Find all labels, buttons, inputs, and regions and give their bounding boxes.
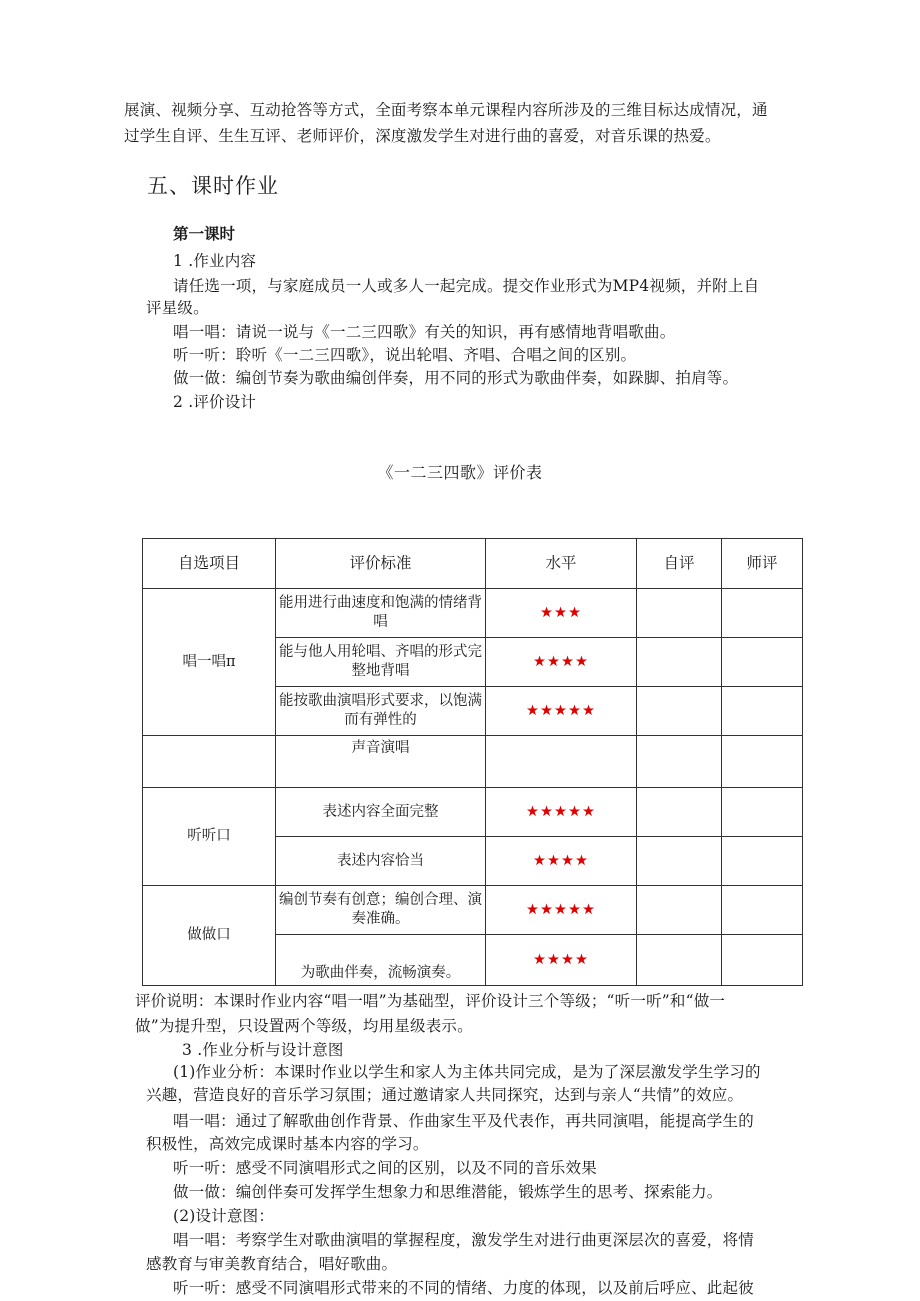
intent-sing-line-2: 感教育与审美教育结合，唱好歌曲。 — [146, 1255, 398, 1273]
self-eval-cell — [637, 935, 722, 986]
criterion-cell: 表述内容恰当 — [276, 837, 486, 886]
lesson-title: 第一课时 — [173, 225, 236, 243]
group-sing: 唱一唱π — [143, 589, 276, 736]
teacher-eval-cell — [722, 736, 803, 788]
para-1-line-1: 请任选一项，与家庭成员一人或多人一起完成。提交作业形式为MP4视频，并附上自 — [173, 277, 760, 295]
self-eval-cell — [637, 788, 722, 837]
stars-cell: ★★★★ — [486, 837, 637, 886]
table-row — [143, 886, 803, 935]
teacher-eval-cell — [722, 589, 803, 638]
teacher-eval-cell — [722, 687, 803, 736]
teacher-eval-cell — [722, 788, 803, 837]
stars-cell: ★★★★★ — [486, 788, 637, 837]
eval-note-line-1: 评价说明：本课时作业内容“唱一唱”为基础型，评价设计三个等级；“听一听”和“做一 — [135, 992, 726, 1010]
header-teacher-eval: 师评 — [722, 539, 803, 589]
eval-note-line-2: 做”为提升型，只设置两个等级，均用星级表示。 — [135, 1017, 473, 1035]
self-eval-cell — [637, 886, 722, 935]
analysis-line-2: 兴趣，营造良好的音乐学习氛围；通过邀请家人共同探究，达到与亲人“共情”的效应。 — [146, 1086, 744, 1104]
analysis-line-1: (1)作业分析：本课时作业以学生和家人为主体共同完成，是为了深层激发学生学习的 — [173, 1063, 761, 1081]
self-eval-cell — [637, 837, 722, 886]
criterion-cell: 能按歌曲演唱形式要求，以饱满而有弹性的 — [276, 687, 486, 736]
table-row — [143, 589, 803, 638]
teacher-eval-cell — [722, 837, 803, 886]
self-eval-cell — [637, 638, 722, 687]
table-row — [143, 788, 803, 837]
para-1-line-2: 评星级。 — [146, 299, 209, 317]
teacher-eval-cell — [722, 886, 803, 935]
header-level: 水平 — [486, 539, 637, 589]
analysis-do: 做一做：编创伴奏可发挥学生想象力和思维潜能，锻炼学生的思考、探索能力。 — [173, 1183, 723, 1201]
sing-task: 唱一唱：请说一说与《一二三四歌》有关的知识，再有感情地背唱歌曲。 — [173, 323, 676, 341]
listen-task: 听一听：聆听《一二三四歌》，说出轮唱、齐唱、合唱之间的区别。 — [173, 346, 637, 364]
design-intent-heading: (2)设计意图： — [173, 1207, 275, 1225]
item-2-heading: 2 .评价设计 — [173, 393, 257, 411]
header-criterion: 评价标准 — [276, 539, 486, 589]
evaluation-table — [142, 538, 803, 986]
group-listen: 听听口 — [143, 788, 276, 886]
intro-line-1: 展演、视频分享、互动抢答等方式，全面考察本单元课程内容所涉及的三维目标达成情况，通 — [124, 101, 768, 119]
stars-cell: ★★★★★ — [486, 687, 637, 736]
analysis-listen: 听一听：感受不同演唱形式之间的区别，以及不同的音乐效果 — [173, 1159, 597, 1177]
header-self-eval: 自评 — [637, 539, 722, 589]
teacher-eval-cell — [722, 638, 803, 687]
intro-line-2: 过学生自评、生生互评、老师评价，深度激发学生对进行曲的喜爱，对音乐课的热爱。 — [124, 127, 721, 145]
header-item: 自选项目 — [143, 539, 276, 589]
table-title: 《一二三四歌》评价表 — [377, 463, 543, 482]
item-3-heading: 3 .作业分析与设计意图 — [182, 1041, 344, 1059]
item-1-heading: 1 .作业内容 — [173, 252, 257, 270]
group-empty — [143, 736, 276, 788]
stars-cell: ★★★★★ — [486, 886, 637, 935]
teacher-eval-cell — [722, 935, 803, 986]
group-do: 做做口 — [143, 886, 276, 986]
stars-cell: ★★★★ — [486, 935, 637, 986]
criterion-cell: 表述内容全面完整 — [276, 788, 486, 837]
criterion-cell: 能用进行曲速度和饱满的情绪背唱 — [276, 589, 486, 638]
stars-cell — [486, 736, 637, 788]
self-eval-cell — [637, 687, 722, 736]
self-eval-cell — [637, 736, 722, 788]
intent-sing-line-1: 唱一唱：考察学生对歌曲演唱的掌握程度，激发学生对进行曲更深层次的喜爱，将情 — [173, 1231, 754, 1249]
analysis-sing-line-1: 唱一唱：通过了解歌曲创作背景、作曲家生平及代表作，再共同演唱，能提高学生的 — [173, 1112, 754, 1130]
criterion-cell: 声音演唱 — [276, 736, 486, 788]
criterion-cell: 为歌曲伴奏，流畅演奏。 — [276, 935, 486, 986]
section-title: 五、课时作业 — [147, 174, 279, 198]
analysis-sing-line-2: 积极性，高效完成课时基本内容的学习。 — [146, 1135, 429, 1153]
stars-cell: ★★★★ — [486, 638, 637, 687]
do-task: 做一做：编创节奏为歌曲编创伴奏，用不同的形式为歌曲伴奏，如跺脚、拍肩等。 — [173, 369, 739, 387]
table-row — [143, 736, 803, 788]
self-eval-cell — [637, 589, 722, 638]
criterion-cell: 编创节奏有创意；编创合理、演奏准确。 — [276, 886, 486, 935]
criterion-cell: 能与他人用轮唱、齐唱的形式完整地背唱 — [276, 638, 486, 687]
intent-listen: 听一听：感受不同演唱形式带来的不同的情绪、力度的体现，以及前后呼应、此起彼 — [173, 1279, 754, 1297]
stars-cell: ★★★ — [486, 589, 637, 638]
table-header-row — [143, 539, 803, 589]
